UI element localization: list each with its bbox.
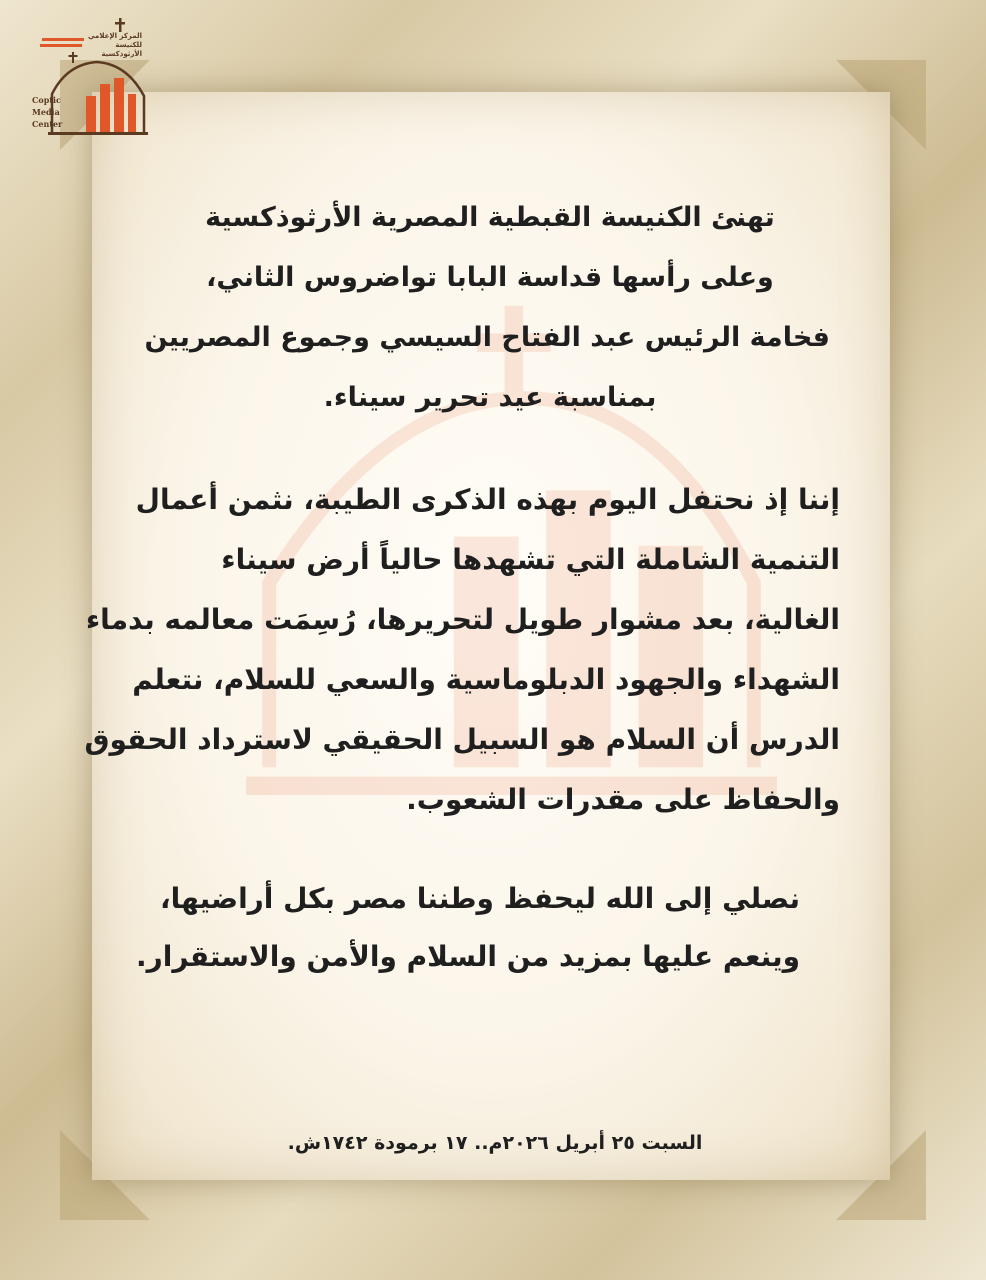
greeting-line-2: وعلى رأسها قداسة البابا تواضروس الثاني، <box>206 262 774 293</box>
logo-arabic-text <box>82 32 142 59</box>
greeting-paragraph <box>144 188 830 428</box>
prayer-paragraph <box>135 870 800 986</box>
coptic-media-center-logo <box>22 14 152 142</box>
logo-arabic-line-1: المركز الإعلامي <box>87 32 142 40</box>
greeting-line-4: بمناسبة عيد تحرير سيناء. <box>323 382 657 413</box>
body-line-5: الدرس أن السلام هو السبيل الحقيقي لاسترداد الحقوق <box>84 723 840 756</box>
body-line-1: إننا إذ نحتفل اليوم بهذه الذكرى الطيبة، نثمن أعمال <box>135 483 840 516</box>
body-paragraph <box>84 470 840 830</box>
logo-en-line-2: Media <box>32 107 60 117</box>
logo-english-text <box>32 94 62 130</box>
logo-arabic-line-2: للكنيسة الأرثوذكسية <box>101 41 142 58</box>
body-line-2: التنمية الشاملة التي تشهدها حالياً أرض سيناء <box>221 543 840 576</box>
prayer-line-2: وينعم عليها بمزيد من السلام والأمن والاستقرار. <box>135 940 800 973</box>
greeting-line-3: فخامة الرئيس عبد الفتاح السيسي وجموع المصريين <box>144 322 830 353</box>
body-line-3: الغالية، بعد مشوار طويل لتحريرها، رُسِمَت معالمه بدماء <box>85 603 840 636</box>
body-line-4: الشهداء والجهود الدبلوماسية والسعي للسلام، نتعلم <box>132 663 840 696</box>
logo-en-line-3: Center <box>32 119 63 129</box>
prayer-line-1: نصلي إلى الله ليحفظ وطننا مصر بكل أراضيها، <box>159 882 800 915</box>
greeting-line-1: تهنئ الكنيسة القبطية المصرية الأرثوذكسية <box>205 202 775 233</box>
date-line: السبت ٢٥ أبريل ٢٠٢٦م.. ١٧ برمودة ١٧٤٢ش. <box>287 1132 703 1154</box>
body-line-6: والحفاظ على مقدرات الشعوب. <box>406 783 840 816</box>
logo-en-line-1: Coptic <box>32 95 61 105</box>
